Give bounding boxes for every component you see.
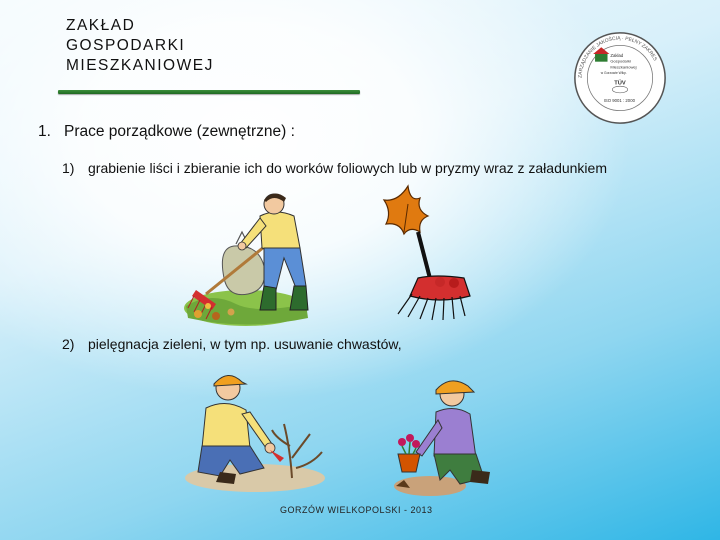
company-title — [66, 16, 214, 76]
item-number: 1) — [62, 160, 75, 176]
stamp-ring-text: ZARZĄDZANIE JAKOŚCIĄ · PEŁNY ZAKRES — [577, 35, 658, 79]
list-item — [62, 160, 607, 176]
stamp-line-2: Gospodarki — [610, 58, 631, 64]
list-item — [62, 336, 402, 352]
item-number: 2) — [62, 336, 75, 352]
item-text: grabienie liści i zbieranie ich do worków foliowych lub w pryzmy wraz z załadunkiem — [88, 160, 607, 176]
section-label: Prace porządkowe (zewnętrzne) : — [64, 123, 295, 140]
man-pruning-plants-icon — [180, 368, 330, 493]
certification-stamp-icon — [572, 30, 668, 126]
stamp-cert: TÜV — [614, 80, 626, 87]
stamp-line-3: Mieszkaniowej — [610, 64, 637, 70]
woman-planting-flowers-icon — [380, 374, 500, 499]
section-heading — [38, 123, 295, 141]
title-line-1: ZAKŁAD — [66, 17, 136, 34]
section-number: 1. — [38, 123, 51, 140]
title-line-3: MIESZKANIOWEJ — [66, 57, 214, 74]
stamp-iso: ISO 9001 : 2000 — [603, 98, 635, 104]
footer-text: GORZÓW WIELKOPOLSKI - 2013 — [280, 505, 433, 515]
item-text: pielęgnacja zieleni, w tym np. usuwanie chwastów, — [88, 336, 402, 352]
rake-and-leaf-icon — [380, 182, 475, 322]
title-line-2: GOSPODARKI — [66, 37, 186, 54]
stamp-line-1: Zakład — [610, 52, 624, 58]
stamp-line-4: w Gorzowie Wlkp. — [600, 71, 627, 76]
man-raking-leaves-icon — [176, 186, 326, 331]
title-underline — [58, 90, 360, 94]
